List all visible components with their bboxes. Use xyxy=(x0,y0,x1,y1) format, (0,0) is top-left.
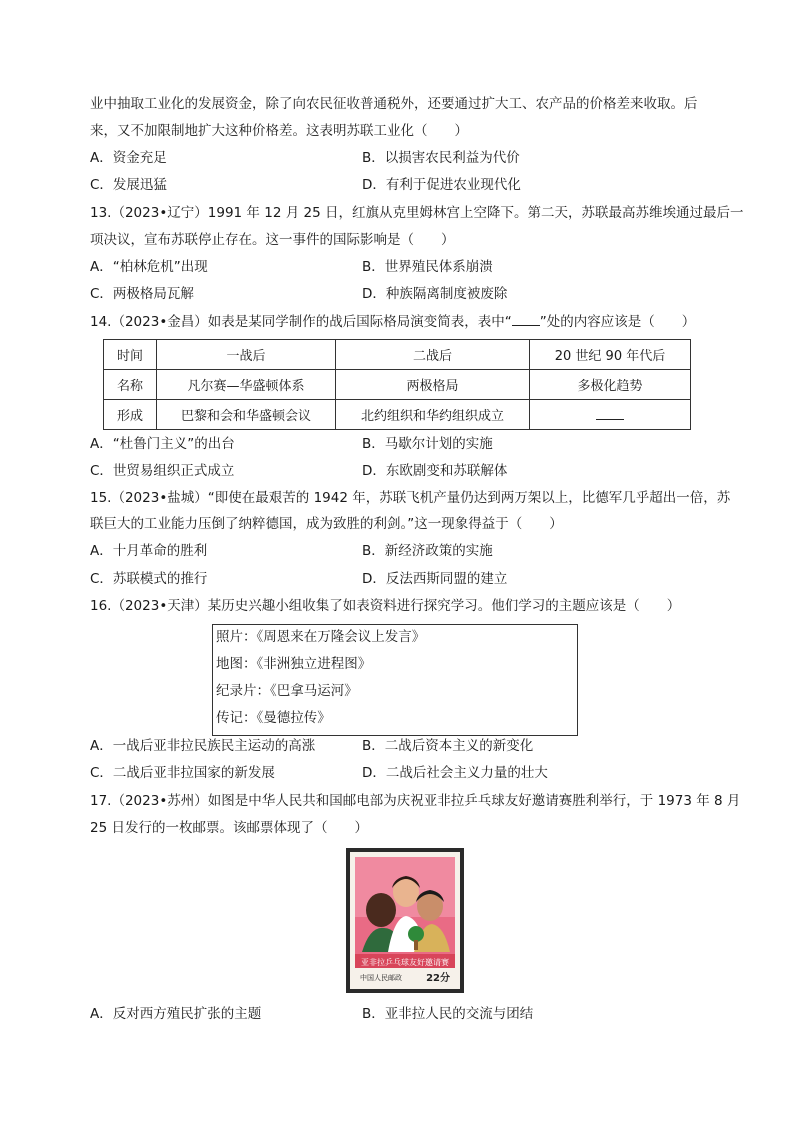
table-cell: 多极化趋势 xyxy=(530,370,691,400)
q15-stem-line2: 联巨大的工业能力压倒了纳粹德国，成为致胜的利剑。”这一现象得益于（ ） xyxy=(90,516,563,532)
stamp-illustration xyxy=(346,848,464,993)
q16-material-box xyxy=(212,624,578,736)
table-row xyxy=(104,370,691,400)
q15-option-b[interactable]: B．新经济政策的实施 xyxy=(362,543,493,559)
q15-option-a[interactable]: A．十月革命的胜利 xyxy=(90,543,208,559)
q16-option-c[interactable]: C．二战后亚非拉国家的新发展 xyxy=(90,765,275,781)
table-row xyxy=(104,400,691,430)
q15-option-d[interactable]: D．反法西斯同盟的建立 xyxy=(362,571,508,587)
q12-option-d[interactable]: D．有利于促进农业现代化 xyxy=(362,177,521,193)
stamp-image xyxy=(346,848,464,993)
q12-option-c[interactable]: C．发展迅猛 xyxy=(90,177,167,193)
table-cell: 名称 xyxy=(104,370,157,400)
q12-stem-line1: 业中抽取工业化的发展资金，除了向农民征收普通税外，还要通过扩大工、农产品的价格差来收取。后 xyxy=(90,96,698,112)
q17-option-b[interactable]: B．亚非拉人民的交流与团结 xyxy=(362,1006,534,1022)
table-cell-blank xyxy=(530,400,691,430)
q16-material-biography: 传记：《曼德拉传》 xyxy=(216,710,331,726)
q12-option-b[interactable]: B．以损害农民利益为代价 xyxy=(362,150,520,166)
table-cell: 20 世纪 90 年代后 xyxy=(530,340,691,370)
q13-stem-line2: 项决议，宣布苏联停止存在。这一事件的国际影响是（ ） xyxy=(90,232,455,248)
q12-option-a[interactable]: A．资金充足 xyxy=(90,150,167,166)
q17-stem-line1: 17.（2023•苏州）如图是中华人民共和国邮电部为庆祝亚非拉乒乓球友好邀请赛胜利举行，于 1973 年 8 月 xyxy=(90,793,741,809)
q14-option-a[interactable]: A．“杜鲁门主义”的出台 xyxy=(90,436,235,452)
q16-option-b[interactable]: B．二战后资本主义的新变化 xyxy=(362,738,534,754)
q14-option-b[interactable]: B．马歇尔计划的实施 xyxy=(362,436,493,452)
q14-table-blank xyxy=(596,405,624,420)
table-row xyxy=(104,340,691,370)
q14-stem-post: ”处的内容应该是（ ） xyxy=(539,314,696,330)
stamp-banner-text: 亚非拉乒乓球友好邀请赛 xyxy=(361,958,449,967)
stamp-value-text: 22分 xyxy=(426,973,450,984)
q15-option-c[interactable]: C．苏联模式的推行 xyxy=(90,571,208,587)
table-cell: 形成 xyxy=(104,400,157,430)
stamp-country-text: 中国人民邮政 xyxy=(360,974,402,982)
q14-option-d[interactable]: D．东欧剧变和苏联解体 xyxy=(362,463,508,479)
table-cell: 二战后 xyxy=(336,340,530,370)
q14-option-c[interactable]: C．世贸易组织正式成立 xyxy=(90,463,235,479)
q14-blank xyxy=(512,311,540,326)
table-cell: 两极格局 xyxy=(336,370,530,400)
q13-option-d[interactable]: D．种族隔离制度被废除 xyxy=(362,286,508,302)
q13-option-c[interactable]: C．两极格局瓦解 xyxy=(90,286,194,302)
q16-option-a[interactable]: A．一战后亚非拉民族民主运动的高涨 xyxy=(90,738,316,754)
q14-table xyxy=(103,339,691,430)
table-cell: 一战后 xyxy=(157,340,336,370)
q16-material-documentary: 纪录片：《巴拿马运河》 xyxy=(216,683,358,699)
table-cell: 北约组织和华约组织成立 xyxy=(336,400,530,430)
q15-stem-line1: 15.（2023•盐城）“即使在最艰苦的 1942 年，苏联飞机产量仍达到两万架以上，比德军几乎超出一倍，苏 xyxy=(90,490,731,506)
q14-stem-pre: 14.（2023•金昌）如表是某同学制作的战后国际格局演变简表，表中“ xyxy=(90,314,512,330)
q16-stem: 16.（2023•天津）某历史兴趣小组收集了如表资料进行探究学习。他们学习的主题应该是（ ） xyxy=(90,598,681,614)
q17-option-a[interactable]: A．反对西方殖民扩张的主题 xyxy=(90,1006,262,1022)
q14-stem xyxy=(90,311,695,332)
q16-material-map: 地图：《非洲独立进程图》 xyxy=(216,656,372,672)
table-cell: 凡尔赛—华盛顿体系 xyxy=(157,370,336,400)
table-cell: 时间 xyxy=(104,340,157,370)
q13-option-b[interactable]: B．世界殖民体系崩溃 xyxy=(362,259,493,275)
q16-option-d[interactable]: D．二战后社会主义力量的壮大 xyxy=(362,765,548,781)
table-cell: 巴黎和会和华盛顿会议 xyxy=(157,400,336,430)
q16-material-photo: 照片：《周恩来在万隆会议上发言》 xyxy=(216,629,426,645)
q13-option-a[interactable]: A．“柏林危机”出现 xyxy=(90,259,208,275)
q12-stem-line2: 来，又不加限制地扩大这种价格差。这表明苏联工业化（ ） xyxy=(90,123,468,139)
q13-stem-line1: 13.（2023•辽宁）1991 年 12 月 25 日，红旗从克里姆林宫上空降下。第二天，苏联最高苏维埃通过最后一 xyxy=(90,205,744,221)
q17-stem-line2: 25 日发行的一枚邮票。该邮票体现了（ ） xyxy=(90,820,368,836)
